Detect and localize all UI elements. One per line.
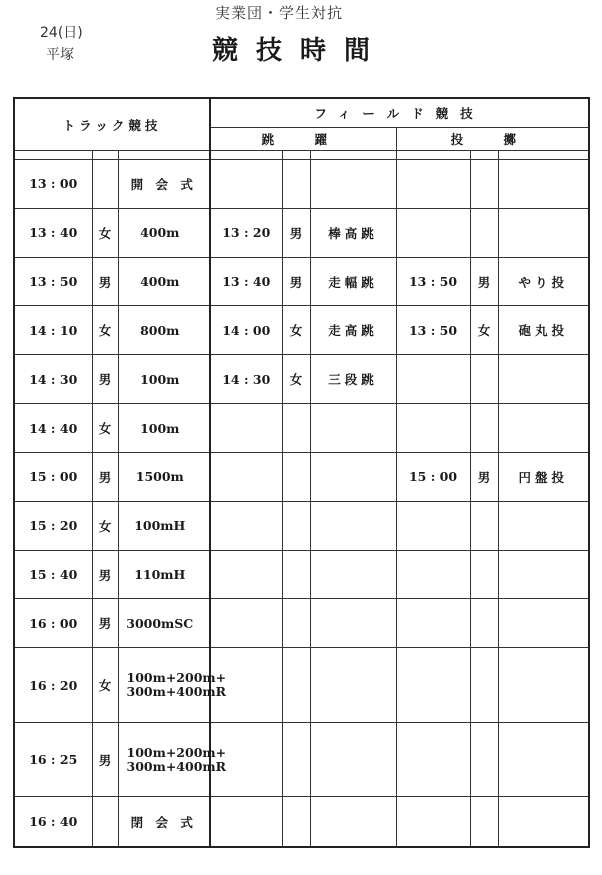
throw-time <box>396 355 470 404</box>
track-sex: 男 <box>92 355 118 404</box>
jump-time <box>210 797 282 847</box>
throw-time <box>396 797 470 847</box>
jump-event <box>310 452 396 501</box>
throw-event: 砲丸投 <box>498 306 589 355</box>
track-time: 14 : 10 <box>14 306 92 355</box>
table-row <box>14 306 589 355</box>
throw-sex: 男 <box>470 452 498 501</box>
throw-event <box>498 501 589 550</box>
table-row <box>14 257 589 306</box>
throw-time <box>396 501 470 550</box>
throw-sex <box>470 501 498 550</box>
track-sex: 男 <box>92 550 118 599</box>
throw-event <box>498 160 589 209</box>
throw-sex: 男 <box>470 257 498 306</box>
jump-sex: 男 <box>282 257 310 306</box>
jump-event: 走高跳 <box>310 306 396 355</box>
jump-event <box>310 599 396 648</box>
track-event: 100m <box>118 355 210 404</box>
table-row <box>14 452 589 501</box>
table-row <box>14 550 589 599</box>
track-sex: 女 <box>92 208 118 257</box>
track-event: 110mH <box>118 550 210 599</box>
track-time: 15 : 00 <box>14 452 92 501</box>
throw-event <box>498 208 589 257</box>
track-time: 16 : 00 <box>14 599 92 648</box>
throw-event <box>498 355 589 404</box>
track-time: 14 : 30 <box>14 355 92 404</box>
throw-event <box>498 404 589 453</box>
track-event: 100m+200m+ 300m+400mR <box>118 722 210 797</box>
throw-sex <box>470 648 498 723</box>
table-row <box>14 648 589 723</box>
throw-time <box>396 404 470 453</box>
handwritten-venue-note: 平塚 <box>46 47 74 63</box>
spacer-row <box>14 151 589 160</box>
track-event: 400m <box>118 257 210 306</box>
jump-time <box>210 599 282 648</box>
track-time: 13 : 00 <box>14 160 92 209</box>
schedule-body <box>14 151 589 848</box>
header-track-events: トラック競技 <box>14 98 210 151</box>
throw-sex <box>470 550 498 599</box>
track-sex <box>92 160 118 209</box>
track-sex: 男 <box>92 599 118 648</box>
jump-event <box>310 501 396 550</box>
jump-event: 走幅跳 <box>310 257 396 306</box>
table-row <box>14 797 589 847</box>
track-sex: 女 <box>92 404 118 453</box>
throw-event: やり投 <box>498 257 589 306</box>
throw-time <box>396 160 470 209</box>
table-row <box>14 160 589 209</box>
track-event: 100mH <box>118 501 210 550</box>
track-time: 14 : 40 <box>14 404 92 453</box>
throw-sex <box>470 208 498 257</box>
competition-schedule-table <box>13 97 590 848</box>
throw-event <box>498 599 589 648</box>
jump-event <box>310 160 396 209</box>
jump-event <box>310 550 396 599</box>
jump-time <box>210 160 282 209</box>
page-title: 競技時間 <box>212 36 389 66</box>
track-event: 開 会 式 <box>118 160 210 209</box>
throw-sex <box>470 722 498 797</box>
track-sex: 男 <box>92 257 118 306</box>
jump-time <box>210 501 282 550</box>
jump-time <box>210 452 282 501</box>
jump-time: 14 : 30 <box>210 355 282 404</box>
track-time: 13 : 50 <box>14 257 92 306</box>
jump-sex: 男 <box>282 208 310 257</box>
track-event: 100m <box>118 404 210 453</box>
track-event: 1500m <box>118 452 210 501</box>
track-event: 800m <box>118 306 210 355</box>
track-time: 15 : 20 <box>14 501 92 550</box>
throw-time <box>396 648 470 723</box>
jump-sex: 女 <box>282 306 310 355</box>
table-row <box>14 404 589 453</box>
track-sex: 女 <box>92 648 118 723</box>
table-row <box>14 355 589 404</box>
jump-time: 14 : 00 <box>210 306 282 355</box>
throw-time <box>396 722 470 797</box>
track-event: 閉 会 式 <box>118 797 210 847</box>
jump-sex <box>282 550 310 599</box>
throw-sex <box>470 160 498 209</box>
handwritten-date-note: 24(日) <box>40 25 83 41</box>
throw-time <box>396 550 470 599</box>
jump-sex <box>282 160 310 209</box>
throw-event <box>498 722 589 797</box>
track-event: 100m+200m+ 300m+400mR <box>118 648 210 723</box>
throw-time: 13 : 50 <box>396 306 470 355</box>
jump-event: 棒高跳 <box>310 208 396 257</box>
jump-time <box>210 550 282 599</box>
throw-time: 15 : 00 <box>396 452 470 501</box>
jump-sex <box>282 648 310 723</box>
jump-sex <box>282 452 310 501</box>
jump-event: 三段跳 <box>310 355 396 404</box>
track-time: 16 : 40 <box>14 797 92 847</box>
track-sex <box>92 797 118 847</box>
jump-time <box>210 404 282 453</box>
track-time: 13 : 40 <box>14 208 92 257</box>
throw-event: 円盤投 <box>498 452 589 501</box>
throw-time <box>396 208 470 257</box>
throw-sex <box>470 404 498 453</box>
track-time: 16 : 25 <box>14 722 92 797</box>
throw-sex <box>470 797 498 847</box>
table-row <box>14 501 589 550</box>
jump-event <box>310 648 396 723</box>
throw-event <box>498 797 589 847</box>
track-sex: 男 <box>92 452 118 501</box>
jump-sex <box>282 722 310 797</box>
jump-event <box>310 797 396 847</box>
track-event: 400m <box>118 208 210 257</box>
table-row <box>14 208 589 257</box>
throw-time <box>396 599 470 648</box>
track-sex: 男 <box>92 722 118 797</box>
throw-sex <box>470 599 498 648</box>
track-time: 16 : 20 <box>14 648 92 723</box>
jump-time: 13 : 40 <box>210 257 282 306</box>
jump-event <box>310 722 396 797</box>
jump-sex <box>282 501 310 550</box>
throw-sex: 女 <box>470 306 498 355</box>
jump-sex <box>282 599 310 648</box>
track-sex: 女 <box>92 501 118 550</box>
throw-sex <box>470 355 498 404</box>
handwritten-subtitle: 実業団・学生対抗 <box>215 4 344 22</box>
throw-event <box>498 648 589 723</box>
throw-event <box>498 550 589 599</box>
jump-event <box>310 404 396 453</box>
table-row <box>14 599 589 648</box>
track-sex: 女 <box>92 306 118 355</box>
jump-time: 13 : 20 <box>210 208 282 257</box>
table-row <box>14 722 589 797</box>
throw-time: 13 : 50 <box>396 257 470 306</box>
header-jumping: 跳 躍 <box>210 128 396 151</box>
header-field-events: フィールド競技 <box>210 98 589 128</box>
track-event: 3000mSC <box>118 599 210 648</box>
jump-sex <box>282 404 310 453</box>
header-throwing: 投 擲 <box>396 128 589 151</box>
jump-sex: 女 <box>282 355 310 404</box>
jump-sex <box>282 797 310 847</box>
track-time: 15 : 40 <box>14 550 92 599</box>
